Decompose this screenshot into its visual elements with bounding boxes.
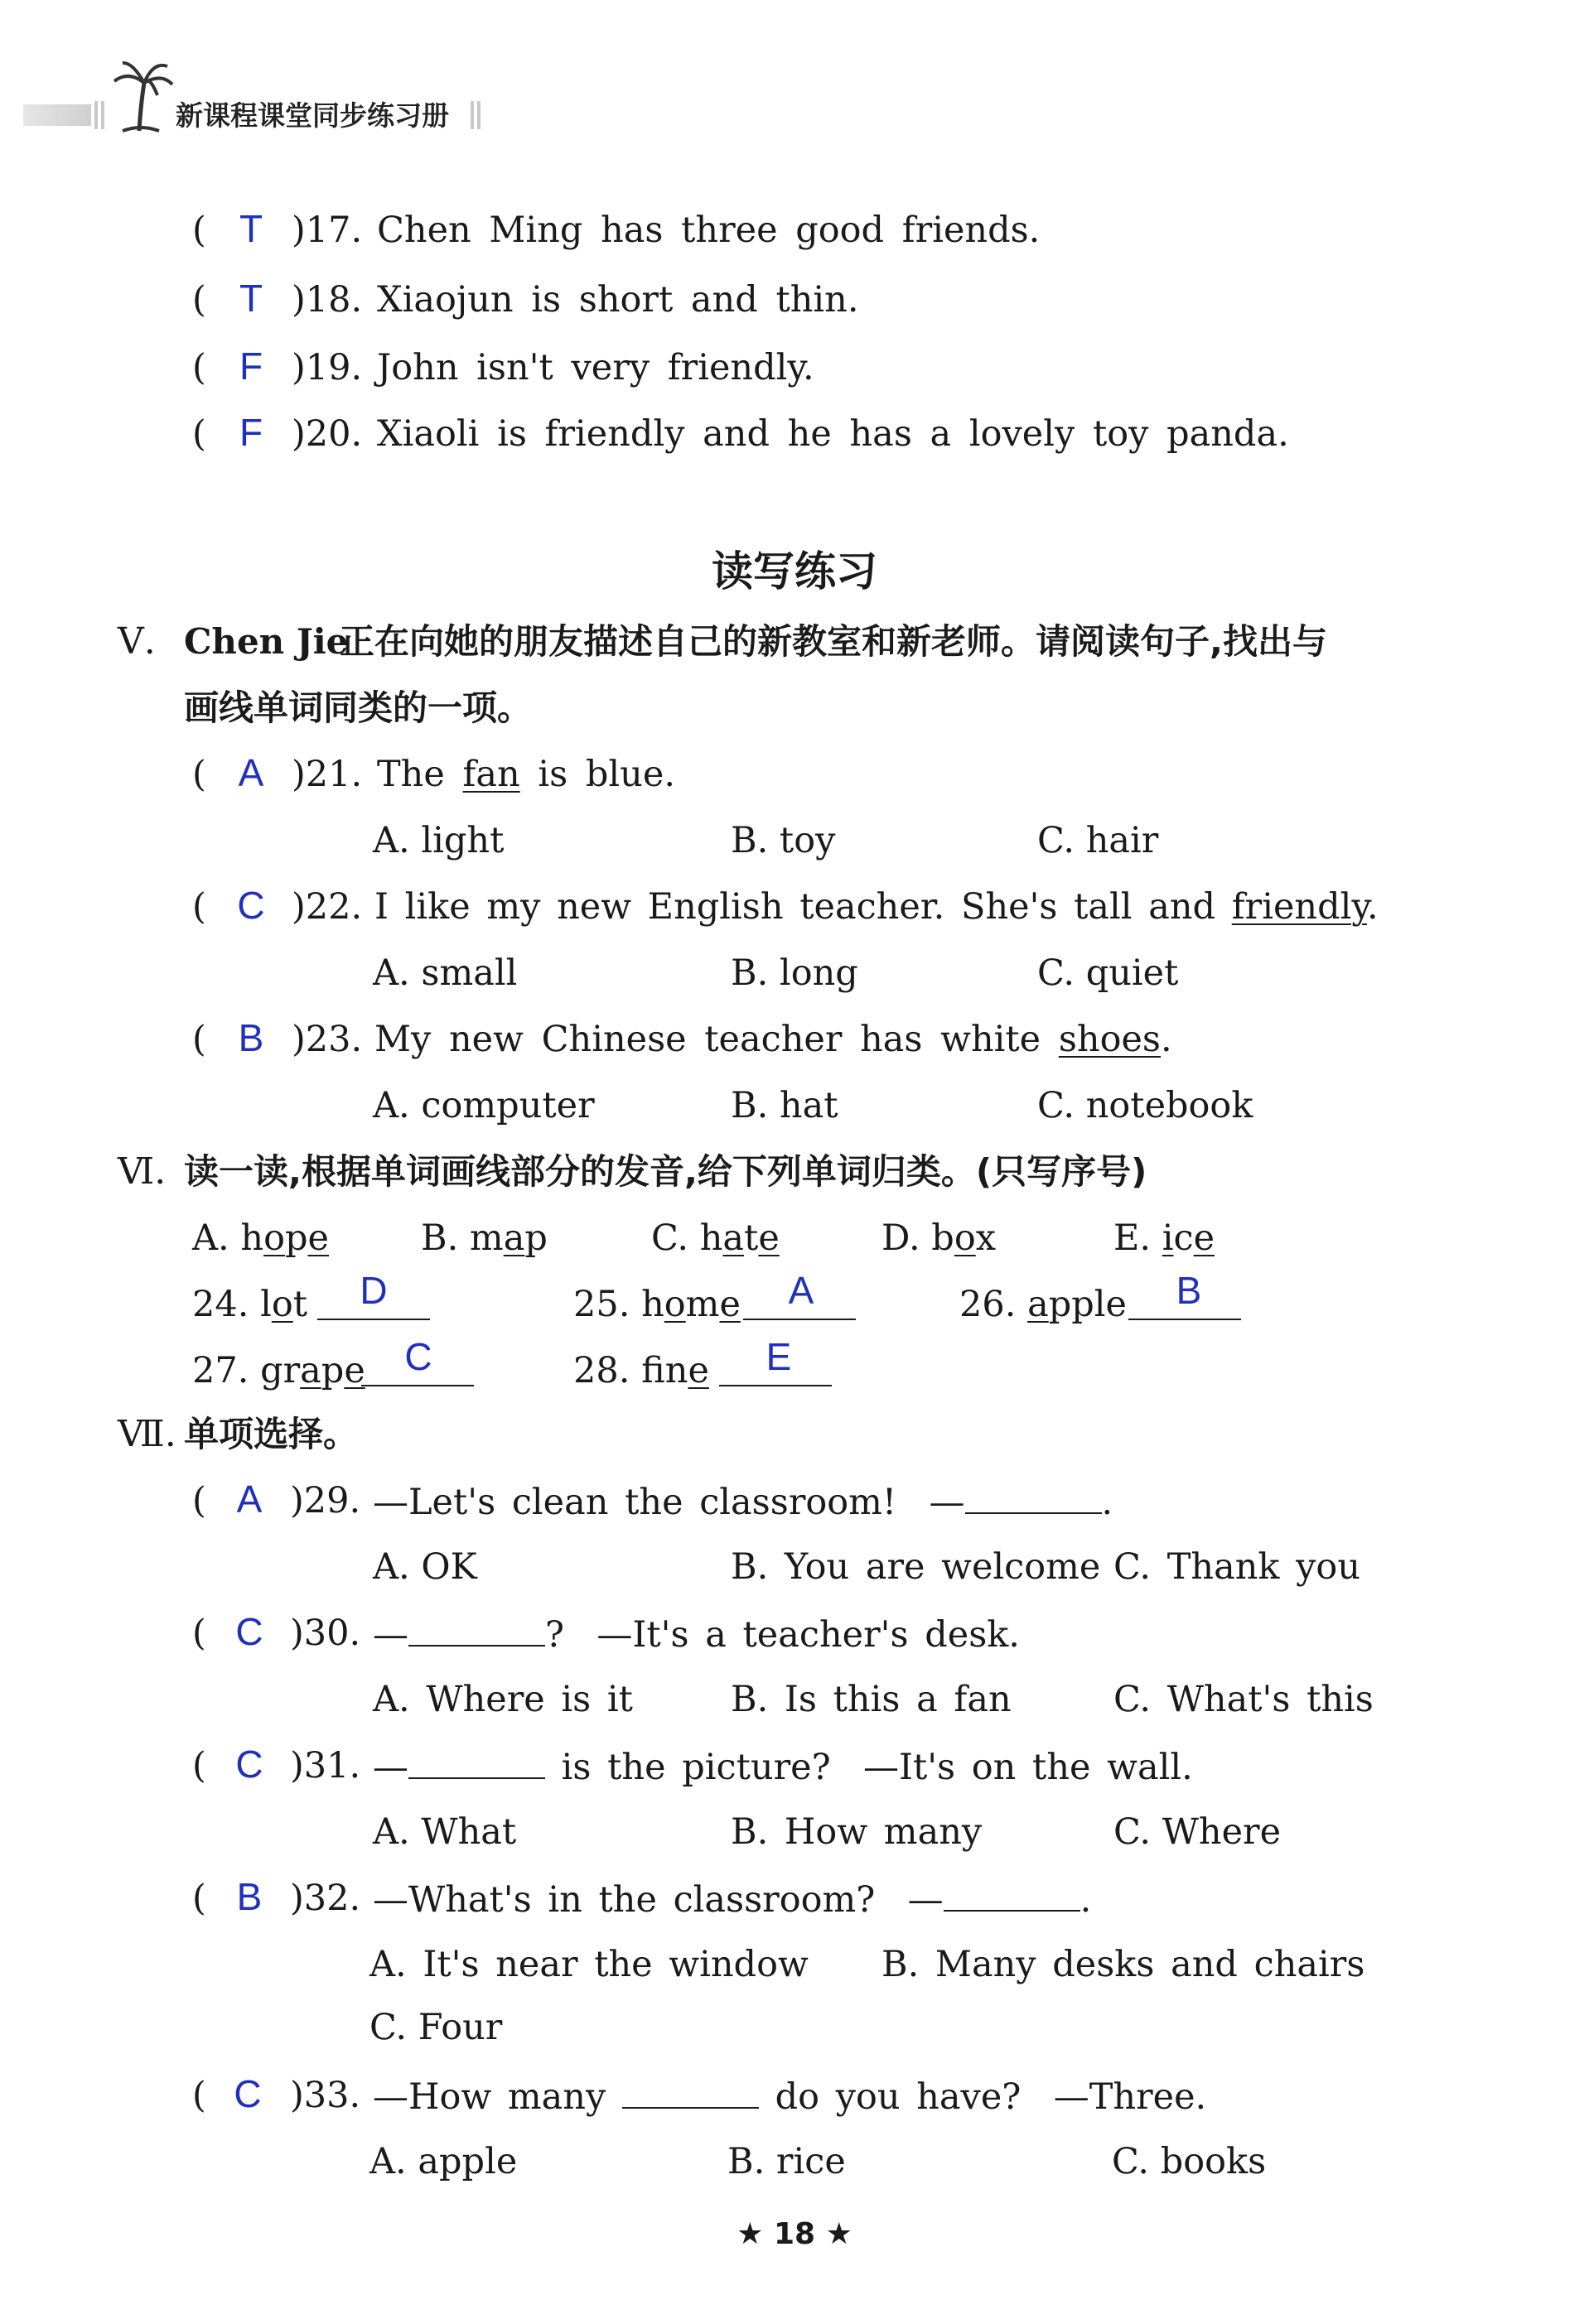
section-title: 读写练习 <box>712 547 877 595</box>
question-text: — ? —It's a teacher's desk. <box>373 1608 1020 1660</box>
answer-mark: F <box>239 345 263 388</box>
answer-mark: A <box>236 1478 263 1521</box>
question-text: I like my new English teacher. She's tall and friendly. <box>374 886 1379 928</box>
option-b: B. long <box>731 952 858 994</box>
question-text: John isn't very friendly. <box>377 347 814 388</box>
answer-mark: B <box>1176 1269 1202 1312</box>
option-b: B. Is this a fan <box>731 1679 1012 1720</box>
answer-mark: A <box>788 1269 814 1312</box>
option-c: C. notebook <box>1037 1085 1253 1126</box>
answer-mark: B <box>236 1875 263 1918</box>
section-number: Ⅵ. <box>118 1150 167 1193</box>
question-number: )22. <box>292 886 363 928</box>
instruction-text: 画线单词同类的一项。 <box>184 687 533 728</box>
option-c: C. hair <box>1037 820 1159 861</box>
option-b: B. Many desks and chairs <box>881 1944 1365 1985</box>
palm-tree-icon <box>108 58 174 133</box>
question-number: )30. <box>290 1613 361 1654</box>
question-number: )32. <box>290 1878 361 1919</box>
option-a: A. light <box>373 820 505 861</box>
phonics-option: A. hope <box>192 1217 329 1259</box>
option-c: C. What's this <box>1113 1679 1374 1720</box>
answer-mark: T <box>239 277 263 320</box>
question-text: —Let's clean the classroom! — . <box>373 1476 1113 1527</box>
option-c: C. Where <box>1113 1811 1282 1853</box>
option-b: B. You are welcome <box>731 1546 1101 1588</box>
phonics-item: 24. lot <box>192 1284 307 1325</box>
phonics-item: 27. grape <box>192 1350 365 1391</box>
phonics-item: 28. fne <box>573 1350 709 1391</box>
answer-mark: E <box>766 1335 792 1378</box>
question-number: )21. <box>292 754 363 795</box>
option-a: A. It's near the window <box>369 1944 809 1985</box>
option-a: A. computer <box>373 1085 595 1126</box>
instruction-name: Chen Jie <box>184 621 349 662</box>
phonics-option: D. box <box>881 1217 996 1259</box>
answer-mark: C <box>404 1335 432 1378</box>
phonics-item: 26. apple <box>959 1284 1127 1325</box>
question-text: Xiaojun is short and thin. <box>377 279 859 321</box>
header-decoration <box>23 104 91 126</box>
question-text: —What's in the classroom? — . <box>373 1873 1091 1925</box>
header-stripe <box>94 101 98 129</box>
question-number: )19. <box>292 347 363 388</box>
question-text: My new Chinese teacher has white shoes. <box>374 1019 1172 1060</box>
header-stripe <box>471 101 474 129</box>
option-b: B. toy <box>731 820 836 861</box>
answer-mark: C <box>237 884 265 927</box>
option-b: B. How many <box>731 1811 983 1853</box>
phonics-option: C. hate <box>651 1217 780 1259</box>
header-stripe <box>101 101 104 129</box>
question-text: Xiaoli is friendly and he has a lovely toy panda. <box>377 413 1289 455</box>
phonics-option: B. map <box>421 1217 548 1259</box>
question-number: )18. <box>292 279 363 321</box>
answer-mark: D <box>360 1269 388 1312</box>
question-number: )29. <box>290 1480 361 1521</box>
answer-mark: C <box>235 1610 263 1653</box>
question-number: )33. <box>290 2075 361 2116</box>
option-a: A. small <box>373 952 518 994</box>
option-b: B. rice <box>727 2141 846 2182</box>
option-a: A. What <box>373 1811 517 1853</box>
answer-mark: A <box>238 751 264 794</box>
option-c: C. Thank you <box>1113 1546 1361 1588</box>
question-number: )17. <box>292 210 363 251</box>
phonics-item: 25. home <box>573 1284 741 1325</box>
instruction-text: 正在向她的朋友描述自己的新教室和新老师。请阅读句子,找出与 <box>340 621 1327 662</box>
question-text: The fan is blue. <box>377 754 675 795</box>
option-c: C. Four <box>369 2007 503 2048</box>
question-text: Chen Ming has three good friends. <box>377 210 1041 251</box>
option-a: A. Where is it <box>373 1679 633 1720</box>
option-c: C. books <box>1112 2141 1267 2182</box>
header-stripe <box>477 101 481 129</box>
question-number: )23. <box>292 1019 363 1060</box>
header-title: 新课程课堂同步练习册 <box>176 99 449 132</box>
option-a: A. apple <box>369 2141 518 2182</box>
question-number: )20. <box>292 413 363 455</box>
question-text: — is the picture? —It's on the wall. <box>373 1741 1193 1792</box>
option-b: B. hat <box>731 1085 838 1126</box>
answer-mark: B <box>238 1016 264 1059</box>
instruction-text: 单项选择。 <box>184 1414 359 1454</box>
section-number: Ⅶ. <box>118 1413 176 1455</box>
phonics-option: E. ice <box>1113 1217 1215 1259</box>
answer-mark: C <box>234 2072 262 2115</box>
option-c: C. quiet <box>1037 952 1179 994</box>
question-text: —How many do you have? —Three. <box>373 2071 1206 2122</box>
answer-mark: F <box>239 411 263 454</box>
page-number: ★ 18 ★ <box>737 2217 852 2251</box>
section-number: Ⅴ. <box>118 620 156 663</box>
answer-mark: C <box>235 1743 263 1786</box>
question-number: )31. <box>290 1745 361 1786</box>
option-a: A. OK <box>373 1546 477 1588</box>
answer-mark: T <box>239 207 263 250</box>
instruction-text: 读一读,根据单词画线部分的发音,给下列单词归类。(只写序号) <box>184 1151 1147 1192</box>
